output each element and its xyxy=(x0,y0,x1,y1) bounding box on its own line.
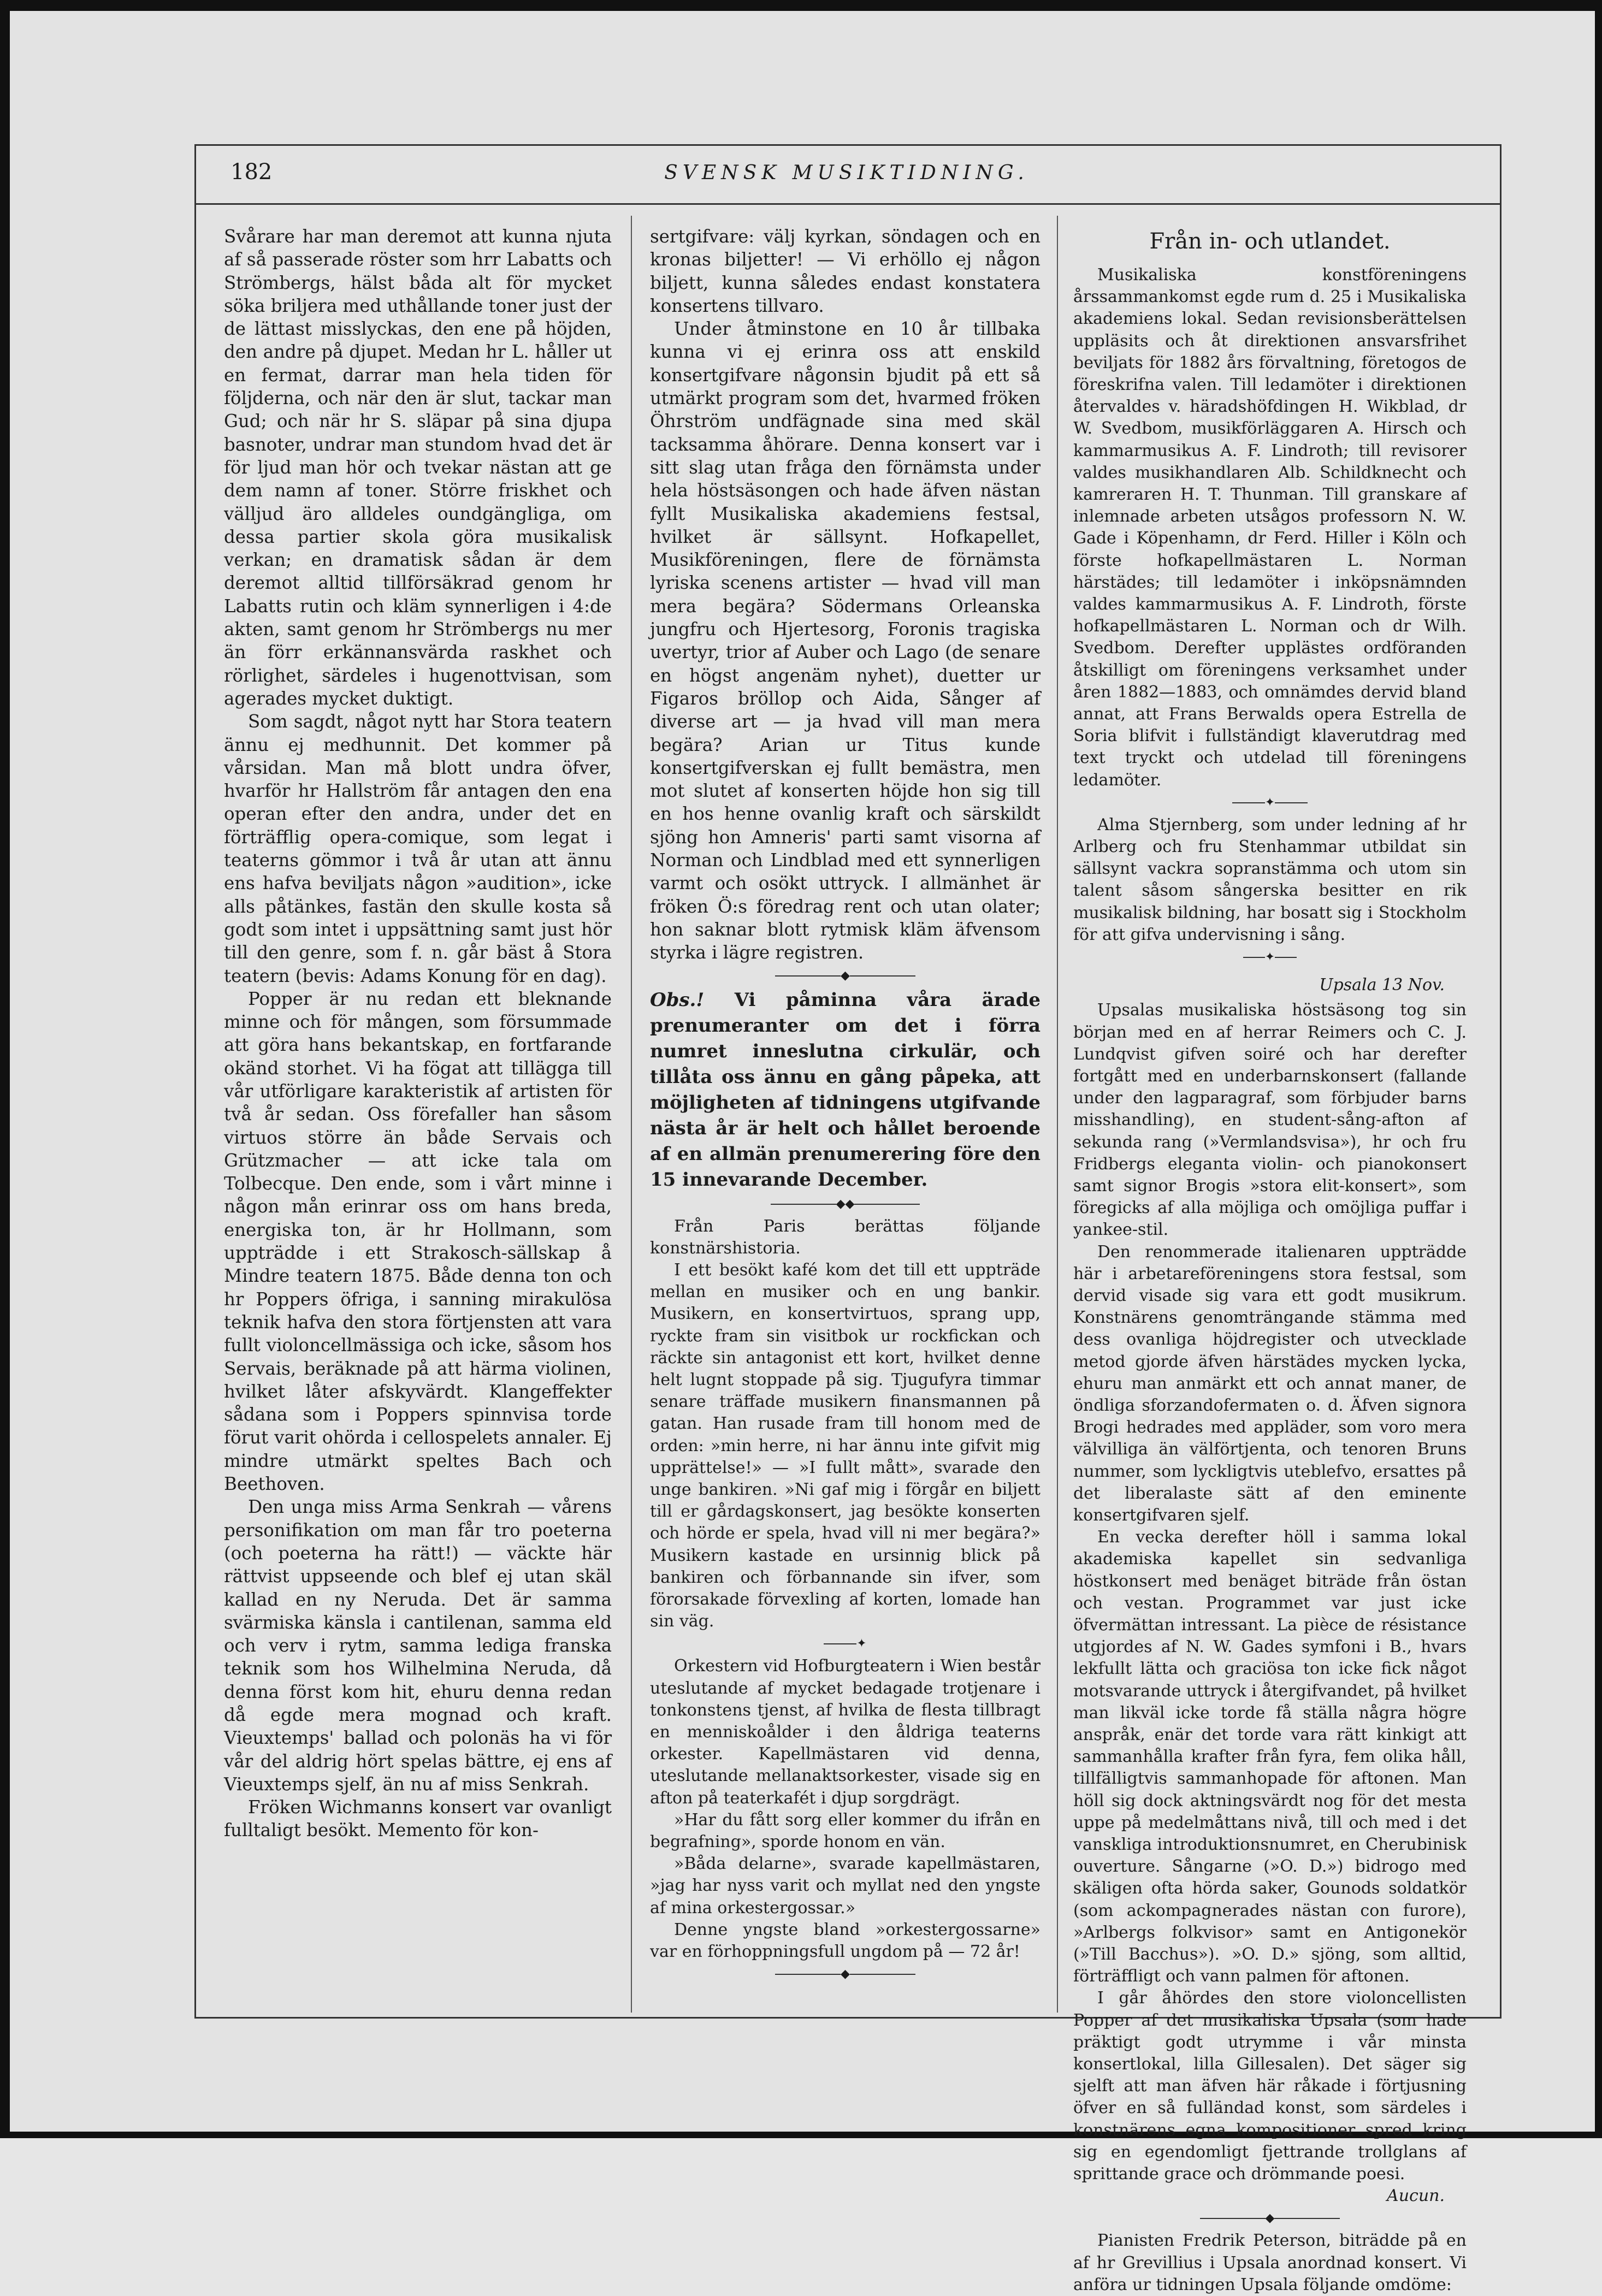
section-title: Från in- och utlandet. xyxy=(1149,229,1391,254)
paragraph: I går åhördes den store violoncellisten Popper af det musikaliska Upsala (som hade präktigt godt utrymme i vår minsta konsertlokal, lilla Gillesalen). Det säger sig sjelft att man äfven här råkade i förtjusning öfver en så fulländad konst, som särdeles i konstnärens egna kompositioner spred kring sig en egendomligt fjettrande trollglans af sprittande grace och drömmande poesi. xyxy=(1073,1989,1467,2184)
column-1 xyxy=(224,225,612,1842)
running-title: SVENSK MUSIKTIDNING. xyxy=(664,162,1029,184)
paragraph: Denne yngste bland »orkestergossarne» var en förhoppningsfull ungdom på — 72 år! xyxy=(650,1920,1041,1961)
section-divider: ◆◆ xyxy=(650,1193,1041,1216)
signature: Aucun. xyxy=(1387,2186,1445,2206)
paragraph: Den renommerade italienaren uppträdde här i arbetareföreningens stora festsal, som dervid visade sig vara ett godt musikrum. Konstnärens genomträngande stämma med dess ovanliga höjdregister och utvecklade metod gjorde äfven härstädes mycken lycka, ehuru man anmärkt ett och annat maner, de öndliga sforzandofermaten o. d. Äfven signora Brogi hedrades med appläder, som voro mera välvilliga än välförtjenta, och tenoren Bruns nummer, som lyckligtvis uteblefvo, ersattes på det liberalaste sätt af den eminente konsertgifvaren sjelf. xyxy=(1073,1242,1467,1525)
paragraph: Upsalas musikaliska höstsäsong tog sin början med en af herrar Reimers och C. J. Lundqvist gifven soiré och har derefter fortgått med en underbarnskonsert (fallande under den lagparagraf, som förbjuder barns misshandling), en student-sång-afton af sekunda rang (»Vermlandsvisa»), hr och fru Fridbergs eleganta violin- och pianokonsert samt signor Brogis »stora elit-konsert», som föregicks af alla möjliga och omöjliga puffar i yankee-stil. xyxy=(1073,1001,1467,1240)
section-divider: ✦ xyxy=(1073,946,1467,969)
paragraph: Den unga miss Arma Senkrah — vårens personifikation om man får tro poeterna (och poeterna ha rätt!) — väckte här rättvist uppseende och blef ej utan skäl kallad en ny Neruda. Det är samma svärmiska känsla i cantilenan, samma eld och verv i rytm, samma lediga franska teknik som hos Wilhelmina Neruda, då denna först kom hit, ehuru denna redan då egde mera mognad och kraft. Vieuxtemps' ballad och polonäs ha vi för vår del aldrig hört spelas bättre, ej ens af Vieuxtemps sjelf, än nu af miss Senkrah. xyxy=(224,1496,612,1795)
section-divider: ✦ xyxy=(1073,791,1467,814)
scan-border-left xyxy=(0,0,10,2138)
paragraph: sertgifvare: välj kyrkan, söndagen och en kronas biljetter! — Vi erhöllo ej någon biljett, kunna således endast konstatera konsertens tillvaro. xyxy=(650,226,1041,316)
section-divider: ◆ xyxy=(650,1963,1041,1986)
paragraph: Musikaliska konstföreningens årssammankomst egde rum d. 25 i Musikaliska akademiens lokal. Sedan revisionsberättelsen uppläsits och åt direktionen ansvarsfrihet beviljats för 1882 års förvaltning, företogos de föreskrifna valen. Till ledamöter i direktionen återvaldes v. häradshöfdingen H. Wikblad, dr W. Svedbom, musikförläggaren A. Hirsch och kammarmusikus A. F. Lindroth; till revisorer valdes musikhandlaren Alb. Schildknecht och kamreraren H. T. Thunman. Till granskare af inlemnade arbeten utsågos professorn N. W. Gade i Köpenhamn, dr Ferd. Hiller i Köln och förste hofkapellmästaren L. Norman härstädes; till ledamöter i inköpsnämnden valdes kammarmusikus A. F. Lindroth, förste hofkapellmästaren L. Norman och dr Wilh. Svedbom. Derefter upplästes ordföranden åtskilligt om föreningens verksamhet under åren 1882—1883, och omnämdes dervid bland annat, att Frans Berwalds opera Estrella de Soria blifvit i fullständigt klaverutdrag med text tryckt och utdelad till föreningens ledamöter. xyxy=(1073,265,1467,790)
paragraph: Svårare har man deremot att kunna njuta af så passerade röster som hrr Labatts och Strömbergs, hälst båda alt för mycket söka briljera med uthållande toner just der de lättast misslyckas, den ene på höjden, den andre på djupet. Medan hr L. håller ut en fermat, darrar man hela tiden för följderna, och när den är slut, tackar man Gud; och när hr S. släpar på sina djupa basnoter, undrar man stundom hvad det är för ljud man hör och tvekar nästan att ge dem namn af toner. Större friskhet och välljud äro alldeles oundgängliga, om dessa partier skola göra musikalisk verkan; en dramatisk sådan är dem deremot alltid tillförsäkrad genom hr Labatts rutin och kläm synnerligen i 4:de akten, samt genom hr Strömbergs nu mer än förr erkännansvärda raskhet och rörlighet, särdeles i hugenottvisan, som agerades mycket duktigt. xyxy=(224,226,612,709)
paragraph: Som sagdt, något nytt har Stora teatern ännu ej medhunnit. Det kommer på vårsidan. Man må blott undra öfver, hvarför hr Hallström får antagen den ena operan efter den andra, under det en förträfflig opera-comique, som legat i teaterns gömmor i två år utan att ännu ens hafva beviljats någon »audition», icke alls påtänkes, fastän den skulle kosta så godt som intet i uppsättning samt just hör till den genre, som f. n. går bäst å Stora teatern (bevis: Adams Konung för en dag). xyxy=(224,711,612,986)
paragraph: »Har du fått sorg eller kommer du ifrån en begrafning», sporde honom en vän. xyxy=(650,1810,1041,1851)
page-number: 182 xyxy=(230,159,273,185)
notice-text: Vi påminna våra ärade prenumeranter om det i förra numret inneslutna cirkulär, och tillåta oss ännu en gång påpeka, att möjligheten af tidningens utgifvande nästa år är helt och hållet beroende af en allmän prenumerering före den 15 innevarande December. xyxy=(650,989,1041,1191)
dateline: Upsala 13 Nov. xyxy=(1319,975,1445,995)
header-rule xyxy=(194,203,1501,205)
paragraph: Orkestern vid Hofburgteatern i Wien består uteslutande af mycket bedagade trotjenare i tonkonstens tjenst, af hvilka de flesta tillbragt en menniskoålder i den åldriga teaterns orkester. Kapellmästaren vid denna, uteslutande mellanaktsorkester, visade sig en afton på teaterkafét i djup sorgdrägt. xyxy=(650,1656,1041,1808)
notice-to-subscribers xyxy=(650,987,1041,1193)
scan-border-right xyxy=(1595,0,1602,2138)
paragraph: Alma Stjernberg, som under ledning af hr Arlberg och fru Stenhammar utbildat sin sällsynt vackra sopranstämma och utom sin talent såsom sångerska besitter en rik musikalisk bildning, har bosatt sig i Stockholm för att gifva undervisning i sång. xyxy=(1073,815,1467,944)
paragraph: Popper är nu redan ett bleknande minne och för mången, som försummade att göra hans bekantskap, en fortfarande okänd storhet. Vi ha fögat att tillägga till vår utförligare karakteristik af artisten för två år sedan. Oss förefaller han såsom virtuos större än både Servais och Grützmacher — att icke tala om Tolbecque. Den ende, som i vårt minne i någon mån erinrar oss om hans breda, energiska ton, är hr Hollmann, som uppträdde i ett Strakosch-sällskap å Mindre teatern 1875. Både denna ton och hr Poppers öfriga, i sanning mirakulösa teknik hafva den stora förtjensten att vara fullt violoncellmässiga och icke, såsom hos Servais, beräknade på att härma violinen, hvilket låter afskyvärdt. Klangeffekter sådana som i Poppers spinnvisa torde förut varit ohörda i cellospelets annaler. Ej mindre utmärkt speltes Bach och Beethoven. xyxy=(224,988,612,1495)
paragraph: Fröken Wichmanns konsert var ovanligt fulltaligt besökt. Memento för kon- xyxy=(224,1797,612,1841)
section-divider: ◆ xyxy=(1073,2207,1467,2230)
scan-border-top xyxy=(0,0,1602,11)
column-rule-2 xyxy=(1057,216,1058,2013)
column-rule-1 xyxy=(631,216,632,2013)
paragraph: Under åtminstone en 10 år tillbaka kunna vi ej erinra oss att enskild konsertgifvare någonsin bjudit på ett så utmärkt program som det, hvarmed fröken Öhrström undfägnade sina med skäl tacksamma åhörare. Denna konsert var i sitt slag utan fråga den förnämsta under hela höstsäsongen och hade äfven nästan fyllt Musikaliska akademiens festsal, hvilket är sällsynt. Hofkapellet, Musikföreningen, flere de förnämsta lyriska scenens artister — hvad vill man mera begära? Södermans Orleanska jungfru och Hjertesorg, Foronis tragiska uvertyr, trior af Auber och Lago (de senare en högst angenäm nyhet), duetter ur Figaros bröllop och Aida, Sånger af diverse art — ja hvad vill man mera begära? Arian ur Titus kunde konsertgifverskan ej fullt bemästra, men mot slutet af konserten höjde hon sig till en hos henne ovanlig kraft och särskildt sjöng hon Amneris' parti samt visorna af Norman och Lindblad med ett synnerligen varmt och osökt uttryck. I allmänhet är fröken Ö:s föredrag rent och utan olater; hon saknar blott rytmisk kläm äfvensom styrka i lägre registren. xyxy=(650,318,1041,963)
section-divider: ✦ xyxy=(650,1632,1041,1655)
paragraph: En vecka derefter höll i samma lokal akademiska kapellet sin sedvanliga höstkonsert med benäget biträde från östan och vestan. Programmet var just icke öfvermättan intressant. La pièce de résistance utgjordes af N. W. Gades symfoni i B., hvars lekfullt lätta och graciösa ton icke fick något motsvarande uttryck i återgifvandet, på hvilket man likväl icke torde få ställa några högre anspråk, enär det torde vara rätt kinkigt att sammanhålla krafter från fyra, fem olika håll, tillfälligtvis sammanhopade för aftonen. Man höll sig dock aktningsvärdt nog för det mesta uppe på medelmåttans nivå, till och med i det vanskliga introduktionsnumret, en Cherubinisk ouverture. Sångarne (»O. D.») bidrogo med skäligen ofta hörda saker, Gounods soldatkör (som ackompagnerades nästan con furore), »Arlbergs folkvisor» samt en Antigonekör (»Till Bacchus»). »O. D.» sjöng, som alltid, förträffligt och vann palmen för aftonen. xyxy=(1073,1528,1467,1986)
notice-label: Obs.! xyxy=(650,989,705,1011)
paragraph: I ett besökt kafé kom det till ett uppträde mellan en musiker och en ung bankir. Musikern, en konsertvirtuos, sprang upp, ryckte fram sin visitbok ur rockfickan och räckte sin antagonist ett kort, hvilket denne helt lugnt stoppade på sig. Tjugufyra timmar senare träffade musikern finansmannen på gatan. Han rusade fram till honom med de orden: »min herre, ni har ännu inte gifvit mig upprättelse!» — »I fullt mått», svarade den unge bankiren. »Ni gaf mig i förgår en biljett till er gårdagskonsert, jag besökte konserten och hörde er spela, hvad vill ni mer begära?» Musikern kastade en ursinnig blick på bankiren och förbannande sin ifver, som förorsakade förvexling af korten, lomade han sin väg. xyxy=(650,1260,1041,1631)
anecdote-section xyxy=(650,1216,1041,1986)
paragraph: »Båda delarne», svarade kapellmästaren, »jag har nyss varit och myllat ned den yngste af mina orkestergossar.» xyxy=(650,1854,1041,1918)
column-3 xyxy=(1073,225,1467,2296)
paragraph: Från Paris berättas följande konstnärshistoria. xyxy=(650,1216,1041,1258)
column-2 xyxy=(650,225,1041,1986)
section-divider: ◆ xyxy=(650,964,1041,987)
paragraph: Pianisten Fredrik Peterson, biträdde på en af hr Grevillius i Upsala anordnad konsert. Vi anföra ur tidningen Upsala följande omdöme: xyxy=(1073,2231,1467,2294)
